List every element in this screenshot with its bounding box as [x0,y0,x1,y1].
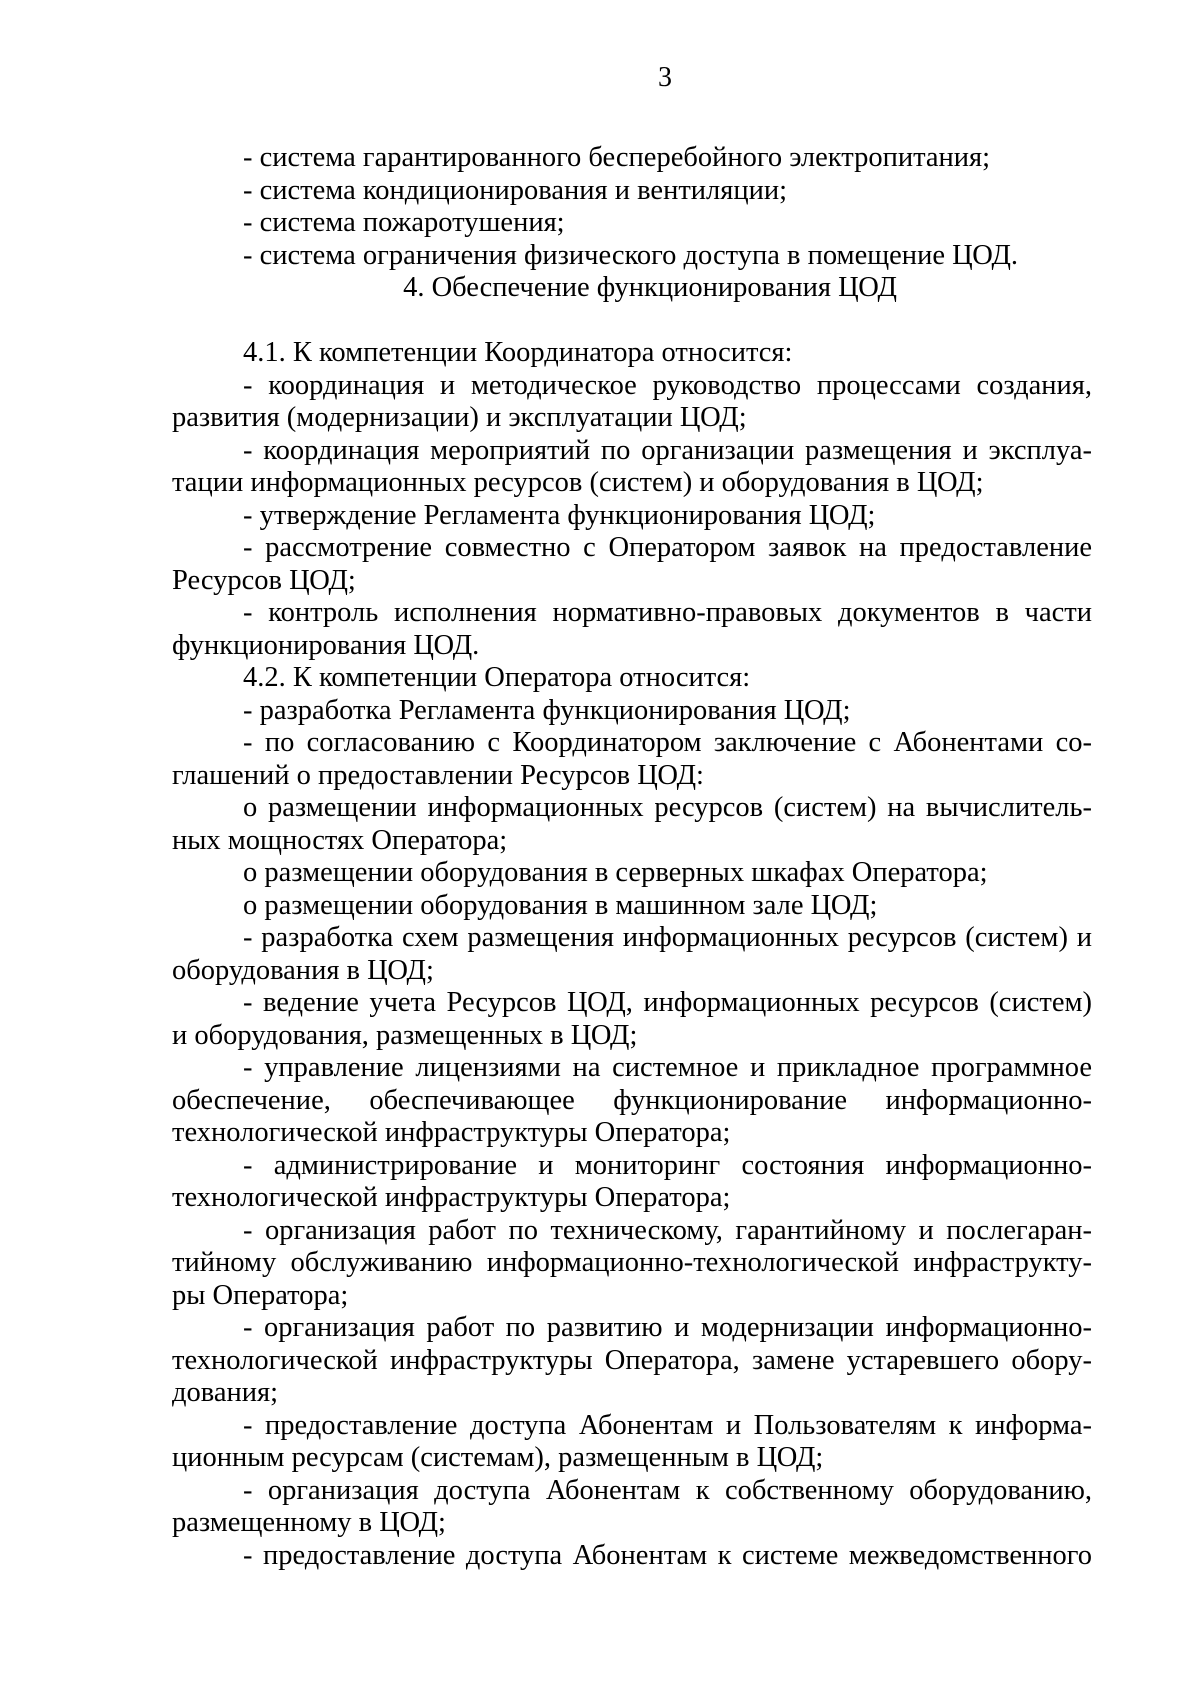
list-item-continuation: обеспечение, обеспечивающее функционирование информационно- [172,1084,1092,1116]
list-item: - система кондиционирования и вентиляции; [243,174,788,206]
list-item: - организация доступа Абонентам к собственному оборудованию, [243,1474,1092,1506]
list-item-continuation: размещенному в ЦОД; [172,1507,446,1538]
list-item: - предоставление доступа Абонентам к системе межведомственного [243,1539,1092,1571]
list-item: - управление лицензиями на системное и прикладное программное [243,1052,1092,1083]
sub-item: о размещении оборудования в серверных шкафах Оператора; [243,857,988,888]
list-item-continuation: глашений о предоставлении Ресурсов ЦОД: [172,759,704,791]
sub-item-continuation: ных мощностях Оператора; [172,824,508,856]
list-item: - разработка Регламента функционирования ЦОД; [243,694,851,726]
list-item: - координация и методическое руководство процессами создания, [243,369,1092,401]
sub-item: о размещении информационных ресурсов (систем) на вычислитель- [243,792,1092,823]
paragraph-4-1-intro: 4.1. К компетенции Координатора относится: [243,337,793,368]
list-item-continuation: ционным ресурсам (системам), размещенным в ЦОД; [172,1442,824,1473]
list-item-continuation: технологической инфраструктуры Оператора; [172,1117,731,1148]
list-item-continuation: развития (модернизации) и эксплуатации ЦОД; [172,402,747,433]
list-item: - организация работ по техническому, гарантийному и послегаран- [243,1214,1092,1246]
document-body [172,142,1092,1572]
list-item-continuation: тации информационных ресурсов (систем) и оборудования в ЦОД; [172,467,984,498]
list-item: - контроль исполнения нормативно-правовых документов в части [243,597,1092,628]
list-item: - утверждение Регламента функционирования ЦОД; [243,499,876,531]
list-item: - система ограничения физического доступа в помещение ЦОД. [243,239,1019,271]
list-item-continuation: дования; [172,1377,279,1408]
list-item: - организация работ по развитию и модернизации информационно- [243,1312,1092,1343]
list-item-continuation: Ресурсов ЦОД; [172,564,356,596]
list-item-continuation: и оборудования, размещенных в ЦОД; [172,1019,638,1051]
section-heading: 4. Обеспечение функционирования ЦОД [403,272,897,303]
sub-item: о размещении оборудования в машинном зале ЦОД; [243,889,878,921]
list-item-continuation: технологической инфраструктуры Оператора, замене устаревшего обору- [172,1344,1092,1376]
list-item: - разработка схем размещения информационных ресурсов (систем) и [243,922,1092,953]
paragraph-4-2-intro: 4.2. К компетенции Оператора относится: [243,662,751,693]
list-item-continuation: оборудования в ЦОД; [172,954,434,986]
list-item: - по согласованию с Координатором заключение с Абонентами со- [243,727,1092,758]
list-item: - администрирование и мониторинг состояния информационно- [243,1149,1092,1181]
page-number: 3 [658,62,672,93]
list-item: - система пожаротушения; [243,207,565,238]
list-item-continuation: функционирования ЦОД. [172,629,480,661]
list-item: - координация мероприятий по организации размещения и эксплуа- [243,434,1092,466]
list-item-continuation: тийному обслуживанию информационно-технологической инфраструкту- [172,1247,1092,1278]
list-item: - рассмотрение совместно с Оператором заявок на предоставление [243,532,1092,563]
blank-line [172,305,1092,338]
list-item: - ведение учета Ресурсов ЦОД, информационных ресурсов (систем) [243,987,1092,1018]
list-item: - предоставление доступа Абонентам и Пользователям к информа- [243,1409,1092,1441]
list-item-continuation: технологической инфраструктуры Оператора; [172,1182,731,1213]
list-item-continuation: ры Оператора; [172,1279,349,1311]
list-item: - система гарантированного бесперебойного электропитания; [243,142,991,173]
